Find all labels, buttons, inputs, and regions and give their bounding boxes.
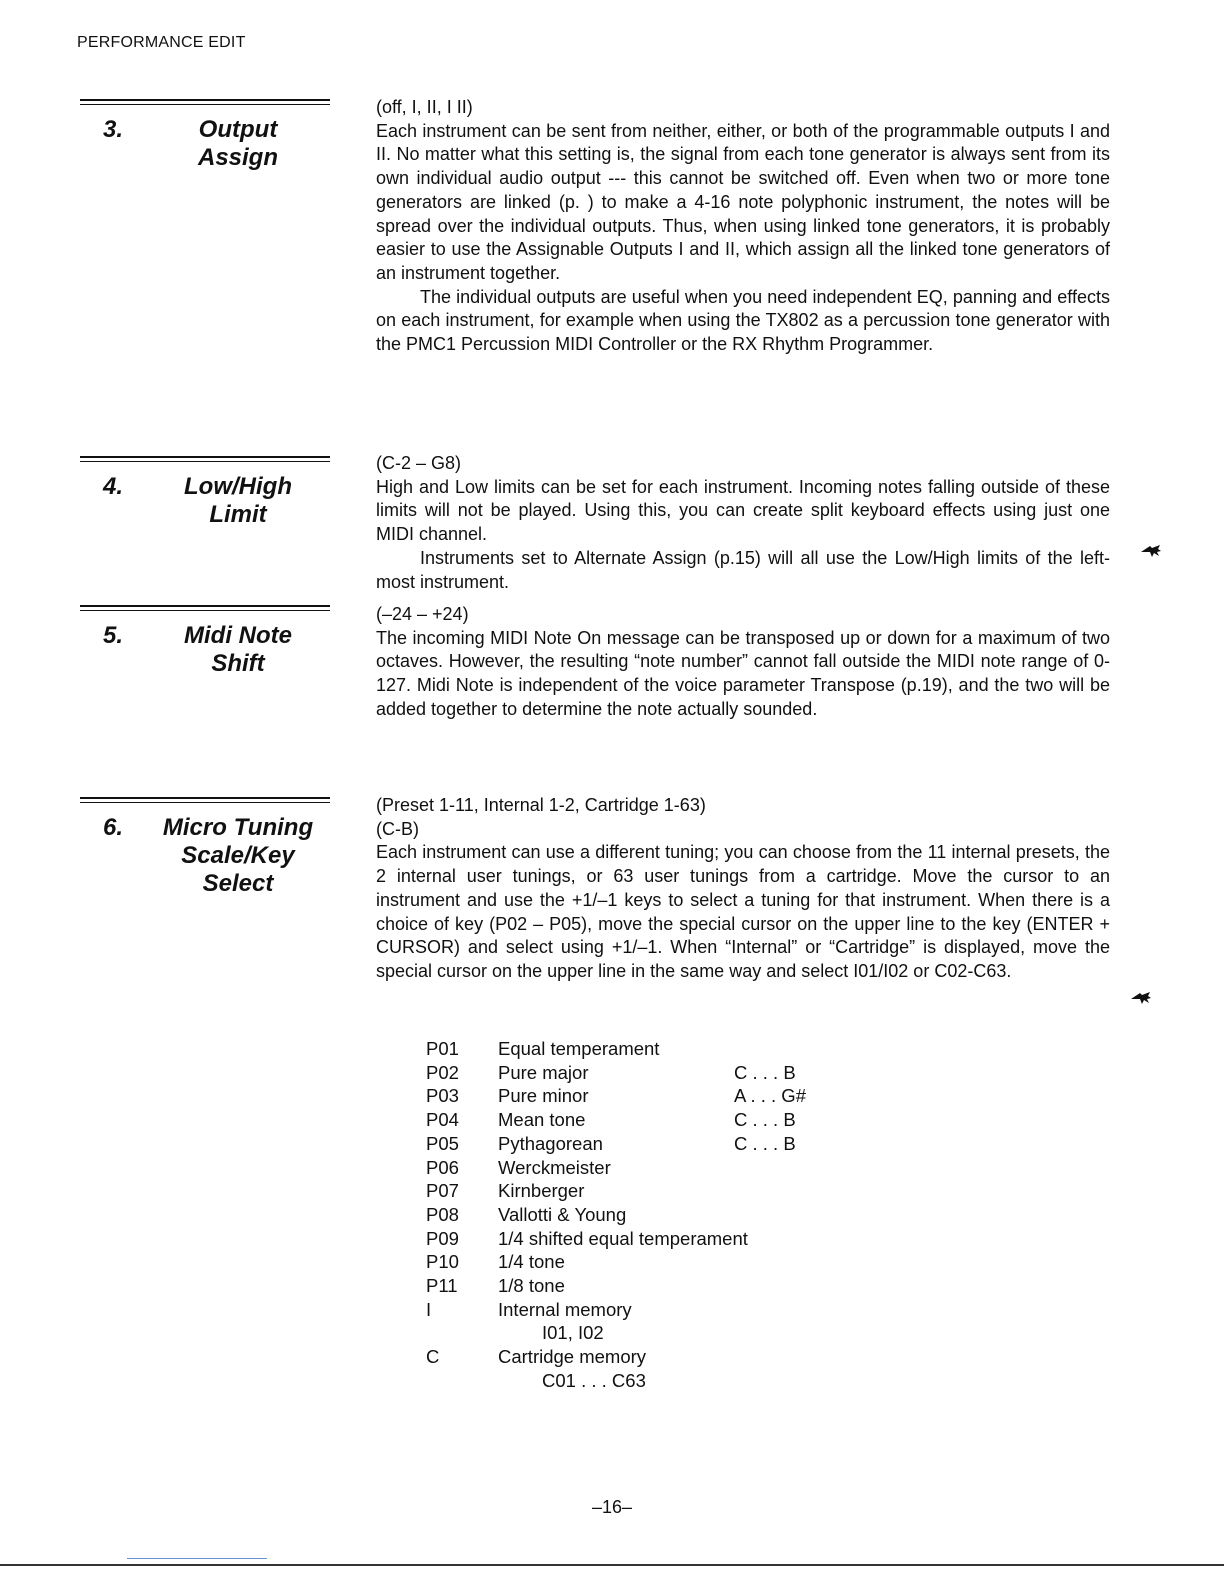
section-title-line: Scale/Key (181, 842, 295, 869)
section-body (376, 603, 1110, 722)
page-number: –16– (591, 1497, 633, 1517)
section-body (376, 96, 1110, 357)
scale-name: Kirnberger (498, 1180, 585, 1202)
paragraph: The individual outputs are useful when you need independent EQ, panning and effects on each instrument, for example when using the TX802 as a percussion tone generator with the PMC1 Percussion MIDI Controller or the RX Rhythm Programmer. (376, 286, 1110, 355)
scale-name: Pure minor (498, 1085, 589, 1107)
scale-keys (734, 1298, 854, 1322)
scale-keys: A . . . G# (734, 1085, 806, 1107)
table-row (426, 1108, 898, 1132)
scale-code: P01 (426, 1038, 459, 1059)
scale-keys (734, 1156, 854, 1180)
page-header: PERFORMANCE EDIT (77, 34, 246, 51)
table-row (426, 1061, 898, 1085)
scale-code: C (426, 1346, 440, 1368)
scale-code: P04 (426, 1109, 459, 1131)
section-body (376, 452, 1110, 594)
section-title (148, 814, 328, 898)
scale-keys (734, 1250, 854, 1274)
table-row (426, 1084, 898, 1108)
table-row (426, 1132, 898, 1156)
table-row (426, 1156, 898, 1180)
scale-keys (778, 1321, 898, 1345)
section-title-line: Micro Tuning (162, 814, 314, 841)
paragraph: Instruments set to Alternate Assign (p.15) will all use the Low/High limits of the left-most instrument. (376, 547, 1110, 592)
scale-name: Equal temperament (498, 1038, 660, 1059)
scale-name: Pure major (498, 1061, 589, 1083)
footer-divider (0, 1564, 1224, 1566)
section-title-line: Midi Note (184, 622, 292, 649)
scale-keys (734, 1037, 854, 1061)
scale-code: P07 (426, 1180, 459, 1202)
pointer-hand-icon (1130, 990, 1152, 1009)
scale-name: 1/4 shifted equal temperament (498, 1227, 748, 1249)
scale-keys (734, 1203, 854, 1227)
scale-name: 1/4 tone (498, 1251, 565, 1273)
footer-divider-accent (127, 1558, 267, 1559)
section-rule (80, 605, 330, 607)
parameter-range-key: (C-B) (376, 818, 419, 839)
scale-name: Vallotti & Young (498, 1203, 627, 1225)
scale-name: C01 . . . C63 (542, 1369, 646, 1391)
section-title (148, 116, 328, 172)
scale-keys: C . . . B (734, 1061, 796, 1083)
section-rule (80, 456, 330, 458)
scale-keys (734, 1179, 854, 1203)
paragraph: The incoming MIDI Note On message can be transposed up or down for a maximum of two octaves. However, the resulting “note number” cannot fall outside the MIDI note range of 0-127. Midi Note is independent of the voice parameter Transpose (p.19), and the two will be added together to determine the note actually sounded. (376, 627, 1110, 719)
table-row (426, 1227, 898, 1251)
section-number: 5. (103, 622, 124, 649)
table-row (426, 1250, 898, 1274)
section-body (376, 794, 1110, 984)
table-row (426, 1369, 898, 1393)
scale-code: P02 (426, 1061, 459, 1083)
scale-code (426, 1321, 498, 1345)
paragraph: High and Low limits can be set for each instrument. Incoming notes falling outside of these limits will not be played. Using this, you can create split keyboard effects using just one MIDI channel. (376, 476, 1110, 545)
section-title-line: Limit (209, 501, 267, 528)
section-title-line: Output (198, 116, 278, 143)
section-number: 3. (103, 116, 124, 143)
scale-name: Werckmeister (498, 1156, 611, 1178)
parameter-range: (off, I, II, I II) (376, 97, 473, 117)
scale-keys (778, 1369, 898, 1393)
scale-keys (734, 1345, 854, 1369)
section-number: 4. (103, 473, 124, 500)
parameter-range: (C-2 – G8) (376, 453, 462, 473)
table-row (426, 1345, 898, 1369)
pointer-hand-icon (1140, 543, 1162, 562)
section-title (148, 473, 328, 529)
table-row (426, 1321, 898, 1345)
section-title-line: Select (202, 870, 274, 897)
scale-code: P05 (426, 1132, 459, 1154)
section-title-line: Low/High (184, 473, 292, 500)
table-row (426, 1274, 898, 1298)
scale-keys (734, 1274, 854, 1298)
section-title (148, 622, 328, 678)
section-rule (80, 99, 330, 101)
scale-code: P09 (426, 1227, 459, 1249)
parameter-range: (–24 – +24) (376, 604, 469, 624)
scale-code: P03 (426, 1085, 459, 1107)
section-title-line: Assign (197, 144, 278, 171)
scale-code: I (426, 1298, 432, 1320)
section-number: 6. (103, 814, 124, 841)
table-row (426, 1298, 898, 1322)
scale-code: P06 (426, 1156, 459, 1178)
scale-code (426, 1369, 498, 1393)
scale-code: P11 (426, 1275, 458, 1297)
paragraph: Each instrument can be sent from neither, either, or both of the programmable outputs I and II. No matter what this setting is, the signal from each tone generator is always sent from its own individual audio output --- this cannot be switched off. Even when two or more tone generators are linked (p. ) to make a 4-16 note polyphonic instrument, the notes will be spread over the individual outputs. Thus, when using linked tone generators, it is probably easier to use the Assignable Outputs I and II, which assign all the linked tone generators of an instrument together. (376, 120, 1110, 283)
scale-name: Pythagorean (498, 1132, 603, 1154)
paragraph: Each instrument can use a different tuning; you can choose from the 11 internal presets, the 2 internal user tunings, or 63 user tunings from a cartridge. Move the cursor to an instrument and use the +1/–1 keys to select a tuning for that instrument. When there is a choice of key (P02 – P05), move the special cursor on the upper line to the key (ENTER + CURSOR) and select using +1/–1. When “Internal” or “Cartridge” is displayed, move the special cursor on the upper line in the same way and select I01/I02 or C02-C63. (376, 842, 1110, 981)
parameter-range: (Preset 1-11, Internal 1-2, Cartridge 1-63) (376, 795, 706, 815)
table-row (426, 1203, 898, 1227)
table-row (426, 1037, 898, 1061)
scale-keys: C . . . B (734, 1109, 796, 1131)
scale-name: I01, I02 (542, 1322, 604, 1344)
scale-name: Cartridge memory (498, 1346, 647, 1368)
scale-name: 1/8 tone (498, 1275, 565, 1297)
section-title-line: Shift (211, 650, 265, 677)
section-rule (80, 797, 330, 799)
scale-name: Internal memory (498, 1298, 632, 1320)
scale-name: Mean tone (498, 1109, 586, 1131)
scale-keys: C . . . B (734, 1132, 796, 1154)
table-row (426, 1179, 898, 1203)
scale-code: P08 (426, 1203, 459, 1225)
scale-table (426, 1037, 898, 1393)
scale-code: P10 (426, 1251, 459, 1273)
